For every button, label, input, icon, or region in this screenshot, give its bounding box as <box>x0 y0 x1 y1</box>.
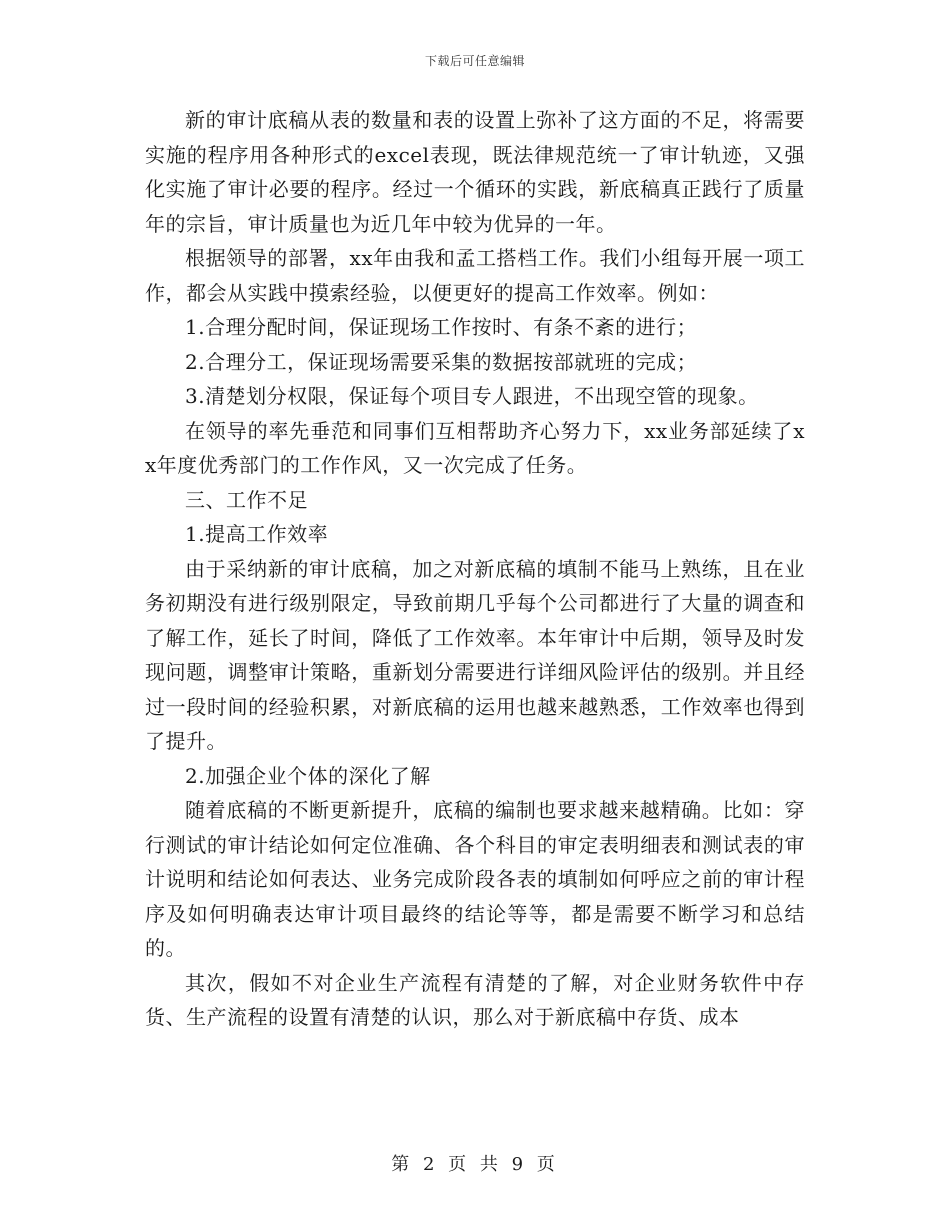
header-note: 下载后可任意编辑 <box>424 54 525 68</box>
subsection-heading: 1.提高工作效率 <box>185 522 329 546</box>
list-item: 3.清楚划分权限，保证每个项目专人跟进，不出现空管的现象。 <box>185 384 759 408</box>
section-heading: 三、工作不足 <box>185 487 308 512</box>
paragraph: 根据领导的部署，xx年由我和孟工搭档工作。我们小组每开展一项工作，都会从实践中摸索经验，以便更好的提高工作效率。例如： <box>145 246 805 305</box>
paragraph: 新的审计底稿从表的数量和表的设置上弥补了这方面的不足，将需要实施的程序用各种形式的excel表现，既法律规范统一了审计轨迹，又强化实施了审计必要的程序。经过一个循环的实践，新底稿真正践行了质量年的宗旨，审计质量也为近几年中较为优异的一年。 <box>145 108 805 236</box>
page-number-footer: 第 2 页 共 9 页 <box>391 1154 559 1175</box>
paragraph: 在领导的率先垂范和同事们互相帮助齐心努力下，xx业务部延续了xx年度优秀部门的工作作风，又一次完成了任务。 <box>145 418 805 477</box>
paragraph: 其次，假如不对企业生产流程有清楚的了解，对企业财务软件中存货、生产流程的设置有清楚的认识，那么对于新底稿中存货、成本 <box>145 970 805 1029</box>
list-item: 2.合理分工，保证现场需要采集的数据按部就班的完成； <box>185 349 698 374</box>
body-text <box>145 103 805 1035</box>
paragraph: 随着底稿的不断更新提升，底稿的编制也要求越来越精确。比如：穿行测试的审计结论如何定位准确、各个科目的审定表明细表和测试表的审计说明和结论如何表达、业务完成阶段各表的填制如何呼应之前的审计程序及如何明确表达审计项目最终的结论等等，都是需要不断学习和总结的。 <box>145 798 805 960</box>
list-item: 1.合理分配时间，保证现场工作按时、有条不紊的进行； <box>185 315 698 339</box>
paragraph: 由于采纳新的审计底稿，加之对新底稿的填制不能马上熟练，且在业务初期没有进行级别限定，导致前期几乎每个公司都进行了大量的调查和了解工作，延长了时间，降低了工作效率。本年审计中后期，领导及时发现问题，调整审计策略，重新划分需要进行详细风险评估的级别。并且经过一段时间的经验积累，对新底稿的运用也越来越熟悉，工作效率也得到了提升。 <box>145 556 805 753</box>
subsection-heading: 2.加强企业个体的深化了解 <box>185 763 431 788</box>
